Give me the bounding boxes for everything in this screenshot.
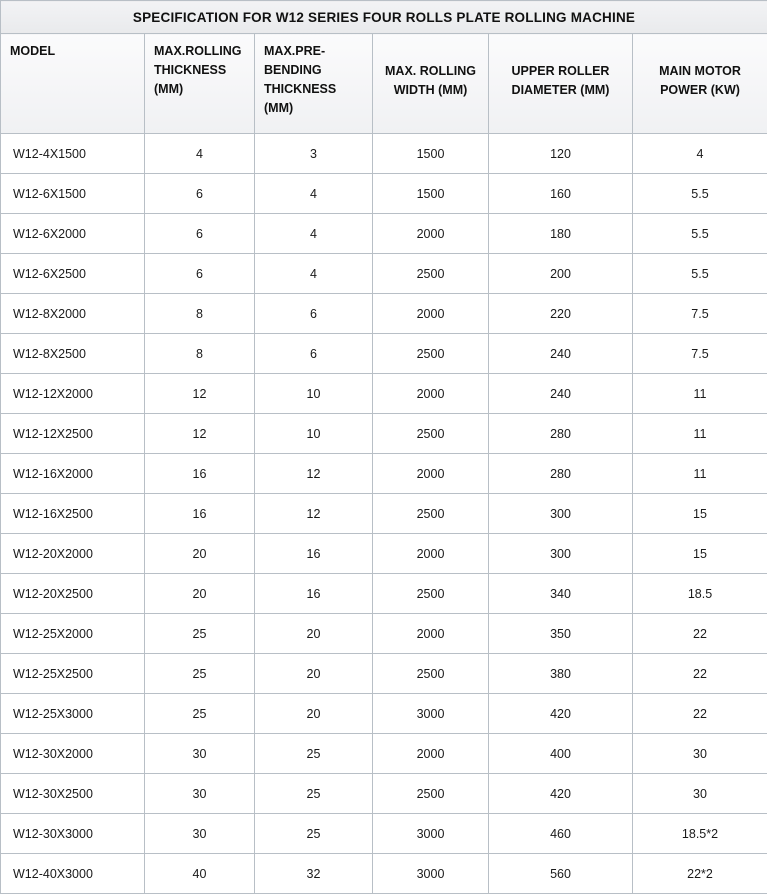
cell-max-pre-bending-thickness: 20 (255, 654, 373, 694)
cell-max-rolling-thickness: 30 (145, 774, 255, 814)
cell-max-pre-bending-thickness: 25 (255, 734, 373, 774)
cell-max-rolling-width: 1500 (373, 134, 489, 174)
cell-main-motor-power: 15 (633, 534, 767, 574)
cell-main-motor-power: 30 (633, 774, 767, 814)
cell-upper-roller-diameter: 300 (489, 534, 633, 574)
cell-upper-roller-diameter: 160 (489, 174, 633, 214)
column-header-main-motor-power: MAIN MOTOR POWER (KW) (633, 34, 767, 134)
cell-upper-roller-diameter: 300 (489, 494, 633, 534)
cell-model: W12-8X2500 (1, 334, 145, 374)
cell-model: W12-30X3000 (1, 814, 145, 854)
cell-model: W12-12X2000 (1, 374, 145, 414)
column-header-model: MODEL (1, 34, 145, 134)
cell-max-pre-bending-thickness: 12 (255, 494, 373, 534)
cell-main-motor-power: 7.5 (633, 294, 767, 334)
cell-max-rolling-thickness: 40 (145, 854, 255, 894)
cell-main-motor-power: 11 (633, 414, 767, 454)
cell-max-rolling-thickness: 25 (145, 614, 255, 654)
column-header-upper-roller-diameter: UPPER ROLLER DIAMETER (MM) (489, 34, 633, 134)
cell-upper-roller-diameter: 120 (489, 134, 633, 174)
cell-max-rolling-width: 2500 (373, 414, 489, 454)
cell-max-rolling-thickness: 8 (145, 334, 255, 374)
cell-model: W12-6X2000 (1, 214, 145, 254)
cell-main-motor-power: 7.5 (633, 334, 767, 374)
table-header (1, 1, 767, 134)
table-row (1, 494, 767, 534)
cell-model: W12-16X2000 (1, 454, 145, 494)
table-row (1, 374, 767, 414)
cell-main-motor-power: 11 (633, 454, 767, 494)
cell-max-pre-bending-thickness: 10 (255, 414, 373, 454)
cell-max-rolling-width: 2500 (373, 334, 489, 374)
cell-max-rolling-thickness: 12 (145, 374, 255, 414)
cell-max-rolling-thickness: 16 (145, 494, 255, 534)
cell-max-pre-bending-thickness: 6 (255, 294, 373, 334)
table-row (1, 454, 767, 494)
cell-model: W12-30X2000 (1, 734, 145, 774)
cell-max-rolling-width: 2000 (373, 454, 489, 494)
cell-main-motor-power: 18.5*2 (633, 814, 767, 854)
cell-upper-roller-diameter: 340 (489, 574, 633, 614)
table-row (1, 814, 767, 854)
cell-max-pre-bending-thickness: 25 (255, 814, 373, 854)
cell-model: W12-4X1500 (1, 134, 145, 174)
cell-main-motor-power: 18.5 (633, 574, 767, 614)
cell-max-rolling-width: 2000 (373, 614, 489, 654)
cell-upper-roller-diameter: 280 (489, 414, 633, 454)
cell-model: W12-20X2500 (1, 574, 145, 614)
cell-max-rolling-thickness: 12 (145, 414, 255, 454)
cell-max-pre-bending-thickness: 4 (255, 174, 373, 214)
cell-model: W12-25X2500 (1, 654, 145, 694)
table-body (1, 134, 767, 894)
cell-model: W12-16X2500 (1, 494, 145, 534)
cell-main-motor-power: 22*2 (633, 854, 767, 894)
cell-upper-roller-diameter: 380 (489, 654, 633, 694)
cell-max-rolling-thickness: 20 (145, 574, 255, 614)
cell-main-motor-power: 5.5 (633, 254, 767, 294)
cell-max-pre-bending-thickness: 20 (255, 694, 373, 734)
cell-max-rolling-width: 3000 (373, 814, 489, 854)
cell-upper-roller-diameter: 560 (489, 854, 633, 894)
cell-max-rolling-width: 2500 (373, 774, 489, 814)
cell-upper-roller-diameter: 280 (489, 454, 633, 494)
cell-upper-roller-diameter: 460 (489, 814, 633, 854)
cell-max-pre-bending-thickness: 4 (255, 214, 373, 254)
cell-max-rolling-thickness: 25 (145, 654, 255, 694)
table-row (1, 854, 767, 894)
table-row (1, 614, 767, 654)
cell-main-motor-power: 30 (633, 734, 767, 774)
cell-upper-roller-diameter: 240 (489, 374, 633, 414)
column-header-row (1, 34, 767, 134)
cell-upper-roller-diameter: 220 (489, 294, 633, 334)
cell-max-rolling-thickness: 6 (145, 174, 255, 214)
table-row (1, 774, 767, 814)
cell-main-motor-power: 4 (633, 134, 767, 174)
cell-main-motor-power: 11 (633, 374, 767, 414)
cell-model: W12-20X2000 (1, 534, 145, 574)
cell-upper-roller-diameter: 400 (489, 734, 633, 774)
cell-model: W12-6X2500 (1, 254, 145, 294)
cell-upper-roller-diameter: 240 (489, 334, 633, 374)
cell-max-rolling-width: 2000 (373, 374, 489, 414)
column-header-max-pre-bending-thickness: MAX.PRE-BENDING THICKNESS (MM) (255, 34, 373, 134)
table-row (1, 694, 767, 734)
cell-max-rolling-width: 2000 (373, 294, 489, 334)
table-row (1, 414, 767, 454)
cell-main-motor-power: 22 (633, 614, 767, 654)
cell-max-rolling-thickness: 20 (145, 534, 255, 574)
cell-upper-roller-diameter: 200 (489, 254, 633, 294)
cell-main-motor-power: 5.5 (633, 174, 767, 214)
cell-max-pre-bending-thickness: 10 (255, 374, 373, 414)
cell-max-rolling-thickness: 30 (145, 814, 255, 854)
cell-max-rolling-thickness: 6 (145, 254, 255, 294)
cell-model: W12-25X2000 (1, 614, 145, 654)
table-title: SPECIFICATION FOR W12 SERIES FOUR ROLLS PLATE ROLLING MACHINE (1, 1, 767, 34)
cell-upper-roller-diameter: 180 (489, 214, 633, 254)
cell-model: W12-8X2000 (1, 294, 145, 334)
cell-model: W12-6X1500 (1, 174, 145, 214)
cell-upper-roller-diameter: 350 (489, 614, 633, 654)
table-row (1, 214, 767, 254)
cell-max-pre-bending-thickness: 3 (255, 134, 373, 174)
cell-max-rolling-thickness: 6 (145, 214, 255, 254)
cell-max-rolling-width: 2000 (373, 734, 489, 774)
cell-model: W12-12X2500 (1, 414, 145, 454)
cell-main-motor-power: 22 (633, 694, 767, 734)
cell-max-rolling-width: 2500 (373, 254, 489, 294)
cell-main-motor-power: 5.5 (633, 214, 767, 254)
cell-upper-roller-diameter: 420 (489, 694, 633, 734)
cell-max-rolling-width: 3000 (373, 694, 489, 734)
cell-max-rolling-width: 2500 (373, 654, 489, 694)
cell-max-rolling-thickness: 25 (145, 694, 255, 734)
cell-upper-roller-diameter: 420 (489, 774, 633, 814)
column-header-max-rolling-thickness: MAX.ROLLING THICKNESS (MM) (145, 34, 255, 134)
cell-max-pre-bending-thickness: 32 (255, 854, 373, 894)
cell-model: W12-25X3000 (1, 694, 145, 734)
table-row (1, 294, 767, 334)
table-row (1, 534, 767, 574)
column-header-max-rolling-width: MAX. ROLLING WIDTH (MM) (373, 34, 489, 134)
cell-max-pre-bending-thickness: 25 (255, 774, 373, 814)
table-row (1, 134, 767, 174)
cell-model: W12-40X3000 (1, 854, 145, 894)
cell-max-pre-bending-thickness: 16 (255, 574, 373, 614)
cell-max-pre-bending-thickness: 20 (255, 614, 373, 654)
table-row (1, 334, 767, 374)
cell-max-rolling-width: 2000 (373, 214, 489, 254)
cell-max-pre-bending-thickness: 6 (255, 334, 373, 374)
title-row (1, 1, 767, 34)
cell-max-pre-bending-thickness: 12 (255, 454, 373, 494)
cell-main-motor-power: 15 (633, 494, 767, 534)
cell-max-rolling-thickness: 30 (145, 734, 255, 774)
cell-max-rolling-thickness: 4 (145, 134, 255, 174)
cell-main-motor-power: 22 (633, 654, 767, 694)
table-row (1, 654, 767, 694)
table-row (1, 174, 767, 214)
cell-max-rolling-width: 2500 (373, 494, 489, 534)
cell-max-rolling-width: 1500 (373, 174, 489, 214)
cell-max-rolling-width: 3000 (373, 854, 489, 894)
cell-max-rolling-width: 2500 (373, 574, 489, 614)
cell-max-pre-bending-thickness: 16 (255, 534, 373, 574)
cell-model: W12-30X2500 (1, 774, 145, 814)
table-row (1, 254, 767, 294)
cell-max-pre-bending-thickness: 4 (255, 254, 373, 294)
cell-max-rolling-width: 2000 (373, 534, 489, 574)
cell-max-rolling-thickness: 8 (145, 294, 255, 334)
cell-max-rolling-thickness: 16 (145, 454, 255, 494)
table-row (1, 734, 767, 774)
table-row (1, 574, 767, 614)
